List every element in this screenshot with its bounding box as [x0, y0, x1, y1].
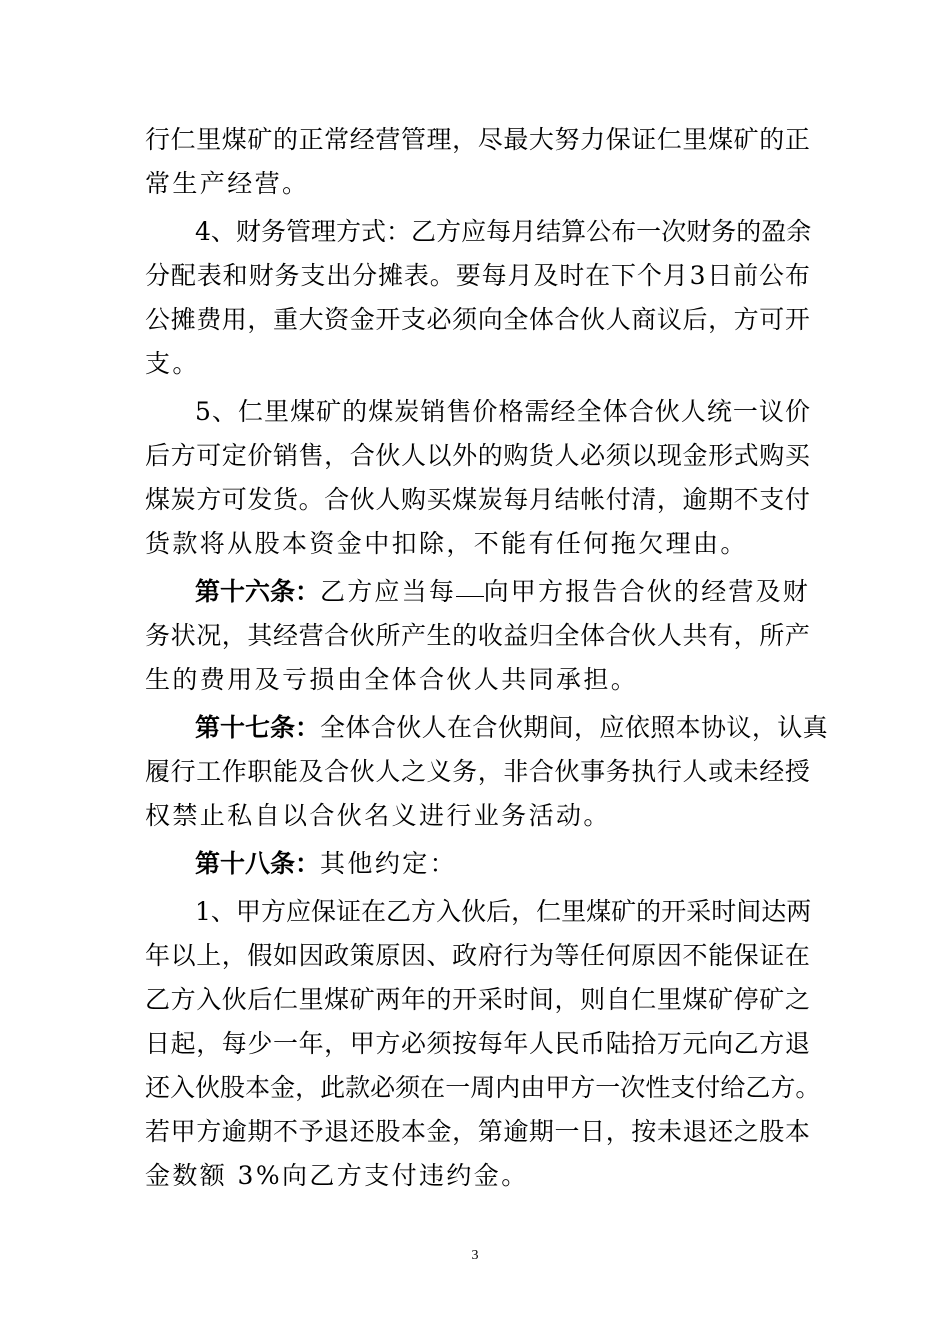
text-span: 乙方应当每 [320, 577, 457, 606]
text-line: 日 起 ， 每 少 一 年 ， 甲 方 必 须 按 每 年 人 民 币 陆 拾 万 元 向 乙 方 退 [145, 1029, 810, 1058]
text-line: 5 、 仁 里 煤 矿 的 煤 炭 销 售 价 格 需 经 全 体 合 伙 人 统 一 议 价 [195, 397, 810, 426]
article-16-first-line [145, 570, 810, 614]
text-line: 行 仁 里 煤 矿 的 正 常 经 营 管 理 ， 尽 最 大 努 力 保 证 仁 里 煤 矿 的 正 [145, 125, 810, 154]
blank-underline [456, 570, 484, 597]
text-line: 常生产经营。 [145, 169, 310, 198]
text-line: 金数额 3%向乙方支付违约金。 [145, 1161, 529, 1190]
article-18-heading: 第十八条： [195, 849, 321, 878]
text-line: 4 、 财 务 管 理 方 式 ： 乙 方 应 每 月 结 算 公 布 一 次 财 务 的 盈 余 [195, 217, 812, 246]
page-number: 3 [471, 1248, 479, 1263]
text-span: 全体合伙人在合伙期间，应依照本协议，认真 [320, 713, 829, 742]
text-line: 年 以 上 ， 假 如 因 政 策 原 因 、 政 府 行 为 等 任 何 原 因 不 能 保 证 在 [145, 941, 810, 970]
text-line: 履 行 工 作 职 能 及 合 伙 人 之 义 务 ， 非 合 伙 事 务 执 行 人 或 未 经 授 [145, 757, 810, 786]
text-line: 后 方 可 定 价 销 售 ， 合 伙 人 以 外 的 购 货 人 必 须 以 现 金 形 式 购 买 [145, 441, 810, 470]
text-line: 权禁止私自以合伙名义进行业务活动。 [145, 801, 611, 830]
text-line: 乙 方 入 伙 后 仁 里 煤 矿 两 年 的 开 采 时 间 ， 则 自 仁 里 煤 矿 停 矿 之 [145, 985, 810, 1014]
text-line: 务 状 况 ， 其 经 营 合 伙 所 产 生 的 收 益 归 全 体 合 伙 人 共 有 ， 所 产 [145, 621, 810, 650]
article-18-first-line [145, 842, 810, 886]
article-17-first-line [145, 706, 829, 750]
text-line: 生的费用及亏损由全体合伙人共同承担。 [145, 665, 639, 694]
text-span: 其他约定： [320, 849, 458, 878]
text-line: 若 甲 方 逾 期 不 予 退 还 股 本 金 ， 第 逾 期 一 日 ， 按 未 退 还 之 股 本 [145, 1117, 810, 1146]
text-span: 向甲方报告合伙的经营及财 [483, 577, 810, 606]
text-line: 分 配 表 和 财 务 支 出 分 摊 表 。 要 每 月 及 时 在 下 个 月 3 日 前 公 布 [145, 261, 810, 290]
text-line: 1 、 甲 方 应 保 证 在 乙 方 入 伙 后 ， 仁 里 煤 矿 的 开 采 时 间 达 两 [195, 897, 812, 926]
text-line: 公 摊 费 用 ， 重 大 资 金 开 支 必 须 向 全 体 合 伙 人 商 议 后 ， 方 可 开 [145, 305, 810, 334]
document-body [145, 118, 829, 1198]
article-16-heading: 第十六条： [195, 577, 321, 606]
text-line: 货款将从股本资金中扣除，不能有任何拖欠理由。 [145, 529, 748, 558]
article-17-heading: 第十七条： [195, 713, 321, 742]
text-line: 煤 炭 方 可 发 货 。 合 伙 人 购 买 煤 炭 每 月 结 帐 付 清 ， 逾 期 不 支 付 [145, 485, 810, 514]
text-line: 还 入 伙 股 本 金 ， 此 款 必 须 在 一 周 内 由 甲 方 一 次 性 支 付 给 乙 方 。 [145, 1073, 821, 1102]
text-line: 支。 [145, 349, 200, 378]
